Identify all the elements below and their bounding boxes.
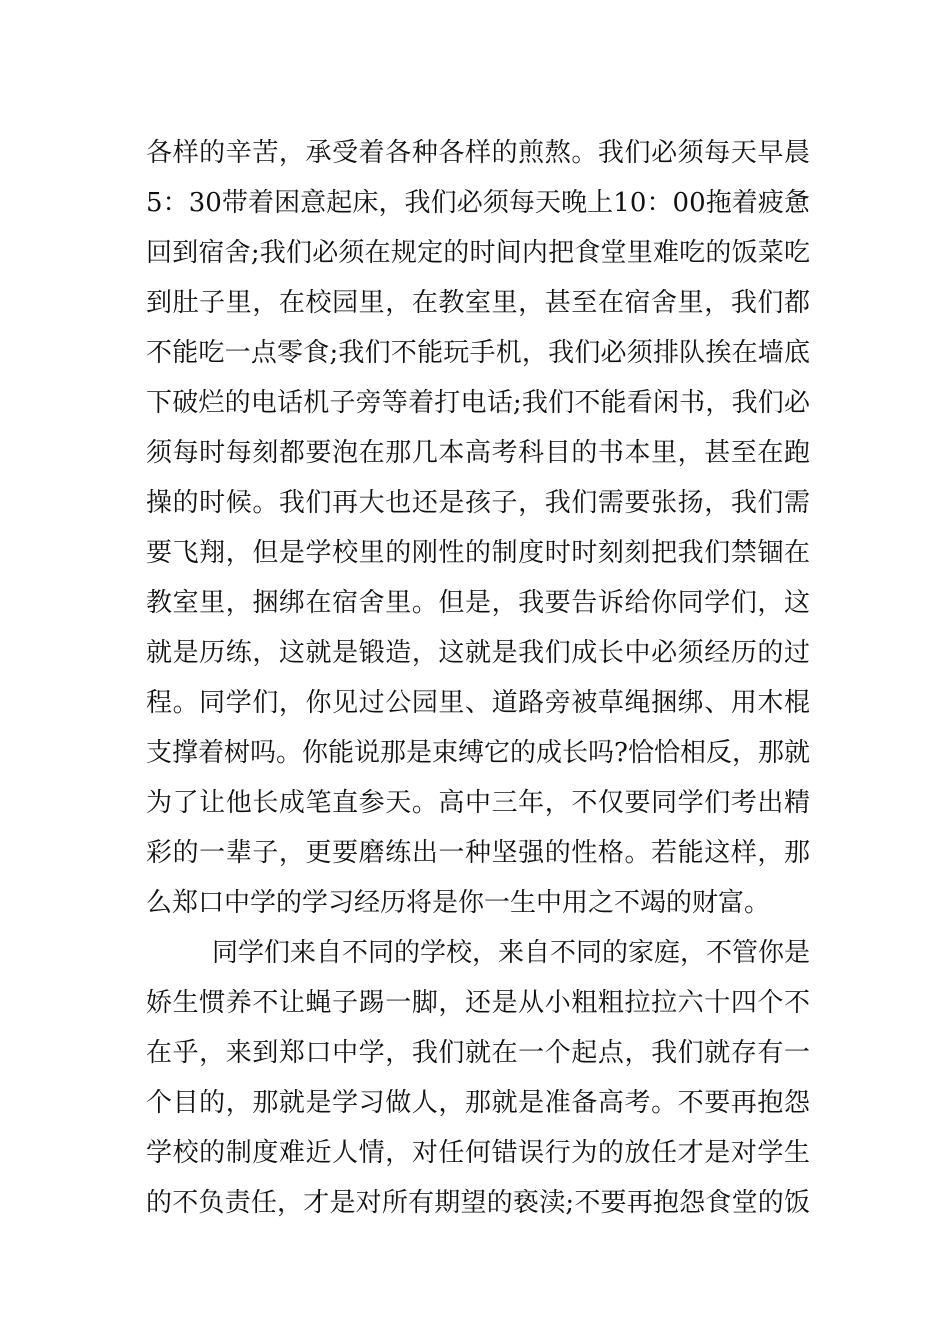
text-line-14: 为了让他长成笔直参天。高中三年，不仅要同学们考出精 [146,788,810,818]
text-line-16: 么郑口中学的学习经历将是你一生中用之不竭的财富。 [146,888,771,918]
text-line-11: 就是历练，这就是锻造，这就是我们成长中必须经历的过 [146,638,810,668]
text-line-12: 程。同学们，你见过公园里、道路旁被草绳捆绑、用木棍 [146,688,810,718]
text-line-21: 学校的制度难近人情，对任何错误行为的放任才是对学生 [146,1138,810,1168]
text-line-8: 操的时候。我们再大也还是孩子，我们需要张扬，我们需 [146,488,810,518]
text-line-18: 娇生惯养不让蝇子踢一脚，还是从小粗粗拉拉六十四个不 [146,988,810,1018]
text-line-4: 到肚子里，在校园里，在教室里，甚至在宿舍里，我们都 [146,288,810,318]
text-line-15: 彩的一辈子，更要磨练出一种坚强的性格。若能这样，那 [146,838,810,868]
text-line-6: 下破烂的电话机子旁等着打电话;我们不能看闲书，我们必 [146,388,810,418]
text-line-20: 个目的，那就是学习做人，那就是准备高考。不要再抱怨 [146,1088,810,1118]
text-line-2: 5：30带着困意起床，我们必须每天晚上10：00拖着疲惫 [146,188,810,218]
text-line-3: 回到宿舍;我们必须在规定的时间内把食堂里难吃的饭菜吃 [146,238,810,268]
text-line-13: 支撑着树吗。你能说那是束缚它的成长吗?恰恰相反，那就 [146,738,810,768]
text-line-19: 在乎，来到郑口中学，我们就在一个起点，我们就存有一 [146,1038,810,1068]
text-line-7: 须每时每刻都要泡在那几本高考科目的书本里，甚至在跑 [146,438,810,468]
text-line-22: 的不负责任，才是对所有期望的亵渎;不要再抱怨食堂的饭 [146,1188,810,1218]
text-line-10: 教室里，捆绑在宿舍里。但是，我要告诉给你同学们，这 [146,588,810,618]
text-line-5: 不能吃一点零食;我们不能玩手机，我们必须排队挨在墙底 [146,338,810,368]
paragraph-start-line: 同学们来自不同的学校，来自不同的家庭，不管你是 [212,938,810,968]
text-line-9: 要飞翔，但是学校里的刚性的制度时时刻刻把我们禁锢在 [146,538,810,568]
text-line-1: 各样的辛苦，承受着各种各样的煎熬。我们必须每天早晨 [146,138,810,168]
